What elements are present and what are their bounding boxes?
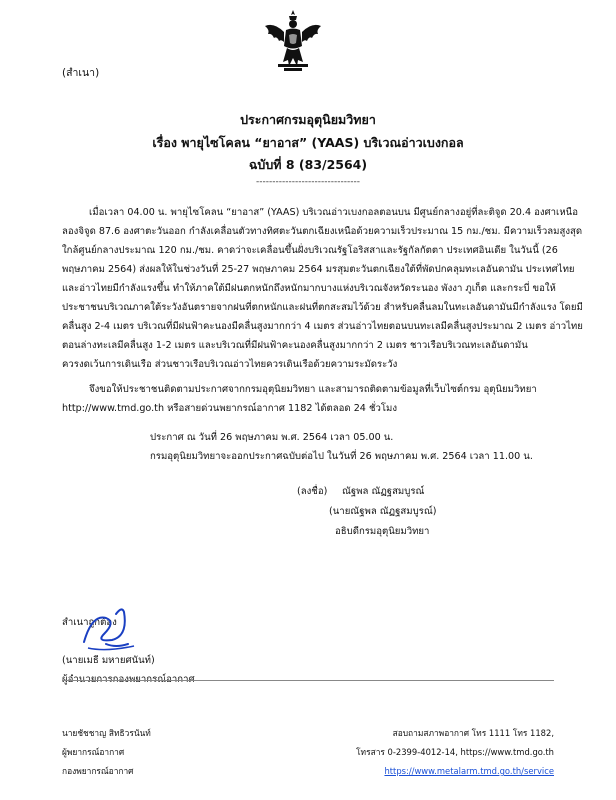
page-title: ประกาศกรมอุตุนิยมวิทยา [240, 112, 376, 127]
garuda-emblem [262, 8, 324, 74]
forecaster-name: นายชัชชาญ สิทธิวรนันท์ [62, 728, 151, 738]
paragraph-1-line: คลื่นสูง 2-4 เมตร บริเวณที่มีฝนฟ้าคะนองมีคลื่นสูงมากกว่า 4 เมตร ส่วนอ่าวไทยตอนบนทะเลมีคลื่นสูงประมาณ 2 เมตร อ่าวไทย [62, 321, 583, 332]
certifier-name: (นายเมธี มหายศนันท์) [62, 655, 155, 666]
paragraph-1-line: ประชาชนบริเวณภาคใต้ระวังอันตรายจากฝนที่ตกหนักและฝนที่ตกสะสมไว้ด้วย สำหรับคลื่นลมในทะเลอันดามันมีกำลังแรง โดยมี [62, 302, 583, 313]
footer-right [356, 724, 554, 781]
handwritten-signature [76, 604, 146, 654]
signer-position: อธิบดีกรมอุตุนิยมวิทยา [335, 526, 430, 537]
paragraph-1-line: และอ่าวไทยมีกำลังแรงขึ้น ทำให้ภาคใต้มีฝนตกหนักถึงหนักมากบางแห่งบริเวณจังหวัดระนอง พังงา ภูเก็ต และกระบี่ ขอให้ [62, 283, 556, 294]
paragraph-2-line: http://www.tmd.go.th หรือสายด่วนพยากรณ์อากาศ 1182 ได้ตลอด 24 ชั่วโมง [62, 403, 398, 414]
signed-name: ณัฐพล ณัฏฐสมบูรณ์ [342, 486, 425, 497]
paragraph-1-line: ตอนล่างทะเลมีคลื่นสูง 1-2 เมตร และบริเวณที่มีฝนฟ้าคะนองคลื่นสูงมากกว่า 2 เมตร ชาวเรือบริเวณทะเลอันดามัน [62, 340, 528, 351]
certified-copy-label: สำเนาถูกต้อง [62, 617, 117, 628]
forecaster-division: กองพยากรณ์อากาศ [62, 766, 134, 776]
divider: -------------------------------- [256, 177, 360, 187]
metalarm-link[interactable]: https://www.metalarm.tmd.go.th/service [384, 766, 554, 776]
paragraph-1-line: ควรงดเว้นการเดินเรือ ส่วนชาวเรือบริเวณอ่าวไทยควรเดินเรือด้วยความระมัดระวัง [62, 359, 398, 370]
paragraph-2-line: จึงขอให้ประชาชนติดตามประกาศจากกรมอุตุนิยมวิทยา และสามารถติดตามข้อมูลที่เว็บไซต์กรม อุตุนิยมวิทยา [89, 384, 537, 395]
paragraph-1-line: ลองจิจูด 87.6 องศาตะวันออก กำลังเคลื่อนตัวทางทิศตะวันตกเฉียงเหนือด้วยความเร็วประมาณ 15 กม./ชม. มีความเร็วลมสูงสุด [62, 226, 583, 237]
paragraph-1-line: พฤษภาคม 2564) ส่งผลให้ในช่วงวันที่ 25-27 พฤษภาคม 2564 มรสุมตะวันตกเฉียงใต้ที่พัดปกคลุมทะเลอันดามัน ประเทศไทย [62, 264, 575, 275]
forecaster-role: ผู้พยากรณ์อากาศ [62, 747, 125, 757]
contact-phone: สอบถามสภาพอากาศ โทร 1111 โทร 1182, [392, 728, 554, 738]
paragraph-1-line: ใกล้ศูนย์กลางประมาณ 120 กม./ชม. คาดว่าจะเคลื่อนขึ้นฝั่งบริเวณรัฐโอริสสาและรัฐกัลกัตตา ประเทศอินเดีย ในวันนี้ (26 [62, 245, 558, 256]
paragraph-1-line: เมื่อเวลา 04.00 น. พายุไซโคลน “ยาอาส” (YAAS) บริเวณอ่าวเบงกอลตอนบน มีศูนย์กลางอยู่ที่ละติจูด 20.4 องศาเหนือ [89, 207, 578, 218]
footer-divider [62, 680, 554, 681]
footer-left [62, 724, 151, 781]
announce-date: ประกาศ ณ วันที่ 26 พฤษภาคม พ.ศ. 2564 เวลา 05.00 น. [150, 432, 394, 443]
paragraph-1 [62, 203, 583, 374]
issue-number: ฉบับที่ 8 (83/2564) [248, 157, 368, 172]
subject-line: เรื่อง พายุไซโคลน “ยาอาส” (YAAS) บริเวณอ่าวเบงกอล [152, 135, 464, 150]
paragraph-2 [62, 380, 554, 418]
contact-fax-web: โทรสาร 0-2399-4012-14, https://www.tmd.go.th [356, 747, 554, 757]
copy-note: (สำเนา) [62, 67, 100, 79]
signed-label: (ลงชื่อ) [297, 486, 328, 497]
next-announce: กรมอุตุนิยมวิทยาจะออกประกาศฉบับต่อไป ในวันที่ 26 พฤษภาคม พ.ศ. 2564 เวลา 11.00 น. [150, 451, 533, 462]
printed-name: (นายณัฐพล ณัฏฐสมบูรณ์) [329, 506, 437, 517]
